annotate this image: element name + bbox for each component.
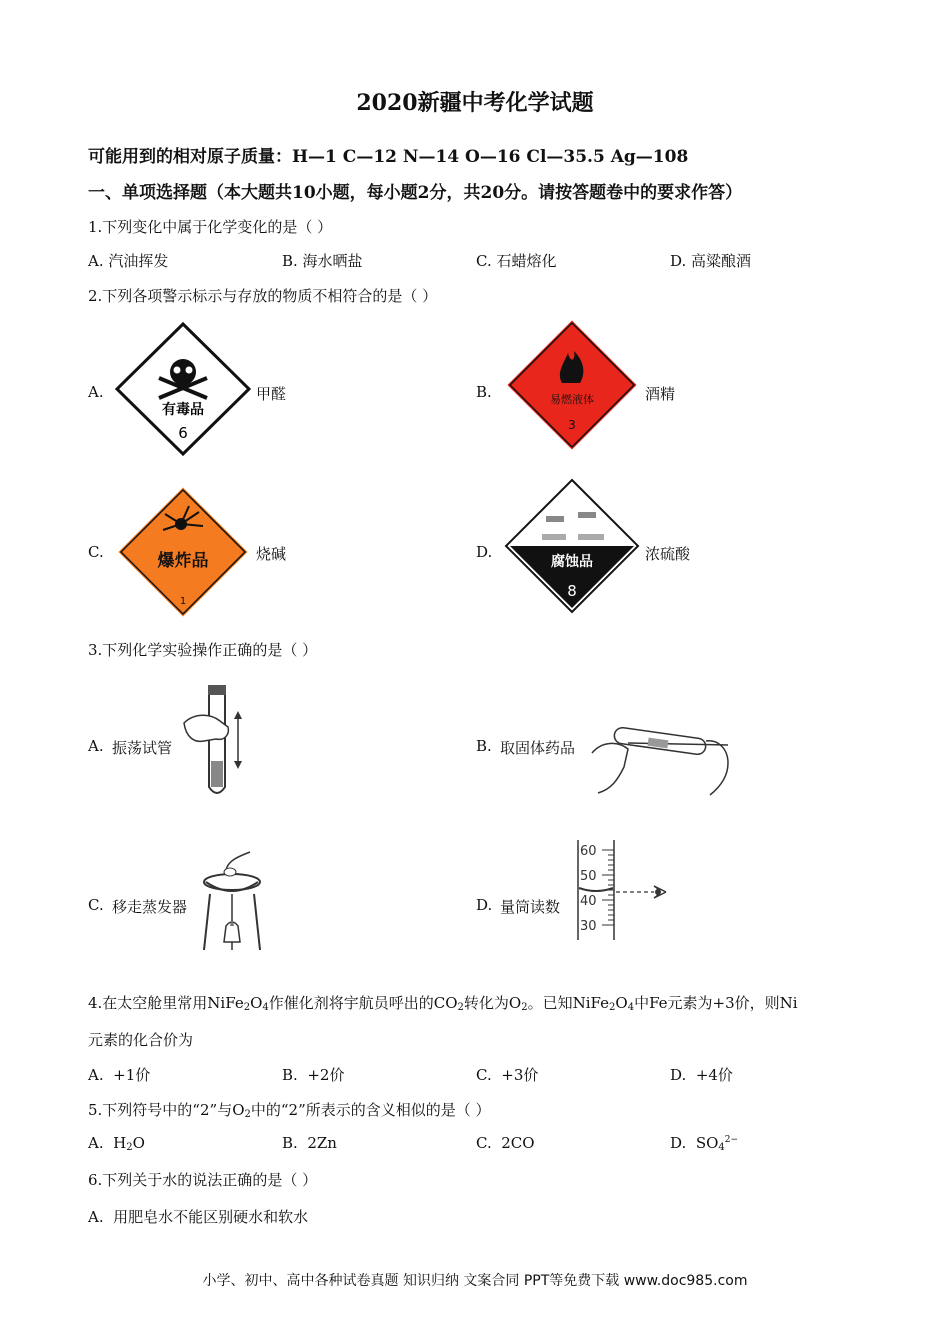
section-heading: 一、单项选择题（本大题共10小题，每小题2分，共20分。请按答题卷中的要求作答） [88, 183, 743, 203]
q1-option-d: D. 高粱酿酒 [670, 252, 752, 270]
q3-option-c-label: 移走蒸发器 [112, 898, 188, 916]
evaporating-dish-icon [200, 850, 266, 956]
graduated-cylinder-icon [574, 838, 674, 944]
solid-reagent-icon [588, 723, 734, 799]
q2-stem: 2.下列各项警示标示与存放的物质不相符合的是（ ） [88, 287, 438, 305]
explosive-sign-label: 爆炸品 [157, 551, 209, 571]
q4-option-a: A. +1价 [88, 1066, 151, 1084]
q6-stem: 6.下列关于水的说法正确的是（ ） [88, 1171, 318, 1189]
q3-stem: 3.下列化学实验操作正确的是（ ） [88, 641, 318, 659]
cylinder-tick-60: 60 [580, 844, 597, 859]
q3-option-d-letter: D. [476, 896, 493, 914]
q5-option-d: D. $SO_4^{2-}$ [670, 1134, 739, 1153]
corrosive-sign-number: 8 [567, 582, 577, 600]
q4-option-b: B. +2价 [282, 1066, 345, 1084]
flammable-sign-number: 3 [568, 418, 576, 432]
cylinder-tick-40: 40 [580, 894, 597, 909]
corrosive-sign-label: 腐蚀品 [551, 554, 593, 570]
q3-option-b-label: 取固体药品 [500, 739, 576, 757]
cylinder-tick-50: 50 [580, 869, 597, 884]
q1-option-a: A. 汽油挥发 [88, 252, 169, 270]
q2-option-d-substance: 浓硫酸 [645, 545, 691, 563]
page-title: 2020新疆中考化学试题 [356, 90, 594, 116]
flammable-sign-label: 易燃液体 [550, 393, 594, 406]
q4-stem-line1: 4.在太空舱里常用$NiFe_2O_4$作催化剂将宇航员呼出的$CO_2$转化为$O_2$。已知$NiFe_2O_4$中Fe元素为+3价，则Ni [88, 994, 798, 1013]
cylinder-tick-30: 30 [580, 919, 597, 934]
toxic-sign-label: 有毒品 [162, 402, 204, 418]
q2-option-d-letter: D. [476, 543, 493, 561]
q1-stem: 1.下列变化中属于化学变化的是（ ） [88, 218, 333, 236]
q2-option-c-letter: C. [88, 543, 104, 561]
flammable-sign-icon [504, 317, 640, 453]
footer-text: 小学、初中、高中各种试卷真题 知识归纳 文案合同 PPT等免费下载 www.doc985.com [202, 1273, 748, 1289]
q5-option-b: B. 2Zn [282, 1134, 337, 1152]
q1-option-c: C. 石蜡熔化 [476, 252, 557, 270]
q2-option-a-letter: A. [88, 383, 104, 401]
q5-option-c: C. 2CO [476, 1134, 535, 1152]
corrosive-sign-icon [504, 478, 640, 614]
q4-option-c: C. +3价 [476, 1066, 539, 1084]
q6-option-a: A. 用肥皂水不能区别硬水和软水 [88, 1208, 309, 1226]
q5-stem: 5.下列符号中的“2”与$O_2$中的“2”所表示的含义相似的是（ ） [88, 1101, 491, 1120]
q2-option-a-substance: 甲醛 [256, 385, 287, 403]
q4-option-d: D. +4价 [670, 1066, 733, 1084]
q3-option-c-letter: C. [88, 896, 104, 914]
q2-option-b-substance: 酒精 [645, 385, 676, 403]
toxic-sign-icon [115, 322, 251, 456]
q5-option-a: A. $H_2O$ [88, 1134, 145, 1153]
q3-option-b-letter: B. [476, 737, 492, 755]
explosive-sign-icon [115, 484, 251, 620]
q2-option-b-letter: B. [476, 383, 492, 401]
q1-option-b: B. 海水晒盐 [282, 252, 363, 270]
q3-option-d-label: 量筒读数 [500, 898, 561, 916]
q3-option-a-letter: A. [88, 737, 104, 755]
shaking-test-tube-icon [176, 683, 246, 801]
q3-option-a-label: 振荡试管 [112, 739, 173, 757]
atomic-mass-line: 可能用到的相对原子质量：H—1 C—12 N—14 O—16 Cl—35.5 Ag—108 [88, 147, 689, 167]
q2-option-c-substance: 烧碱 [256, 545, 287, 563]
explosive-sign-number: 1 [179, 596, 187, 607]
toxic-sign-number: 6 [178, 424, 188, 442]
q4-stem-line2: 元素的化合价为 [88, 1031, 194, 1049]
